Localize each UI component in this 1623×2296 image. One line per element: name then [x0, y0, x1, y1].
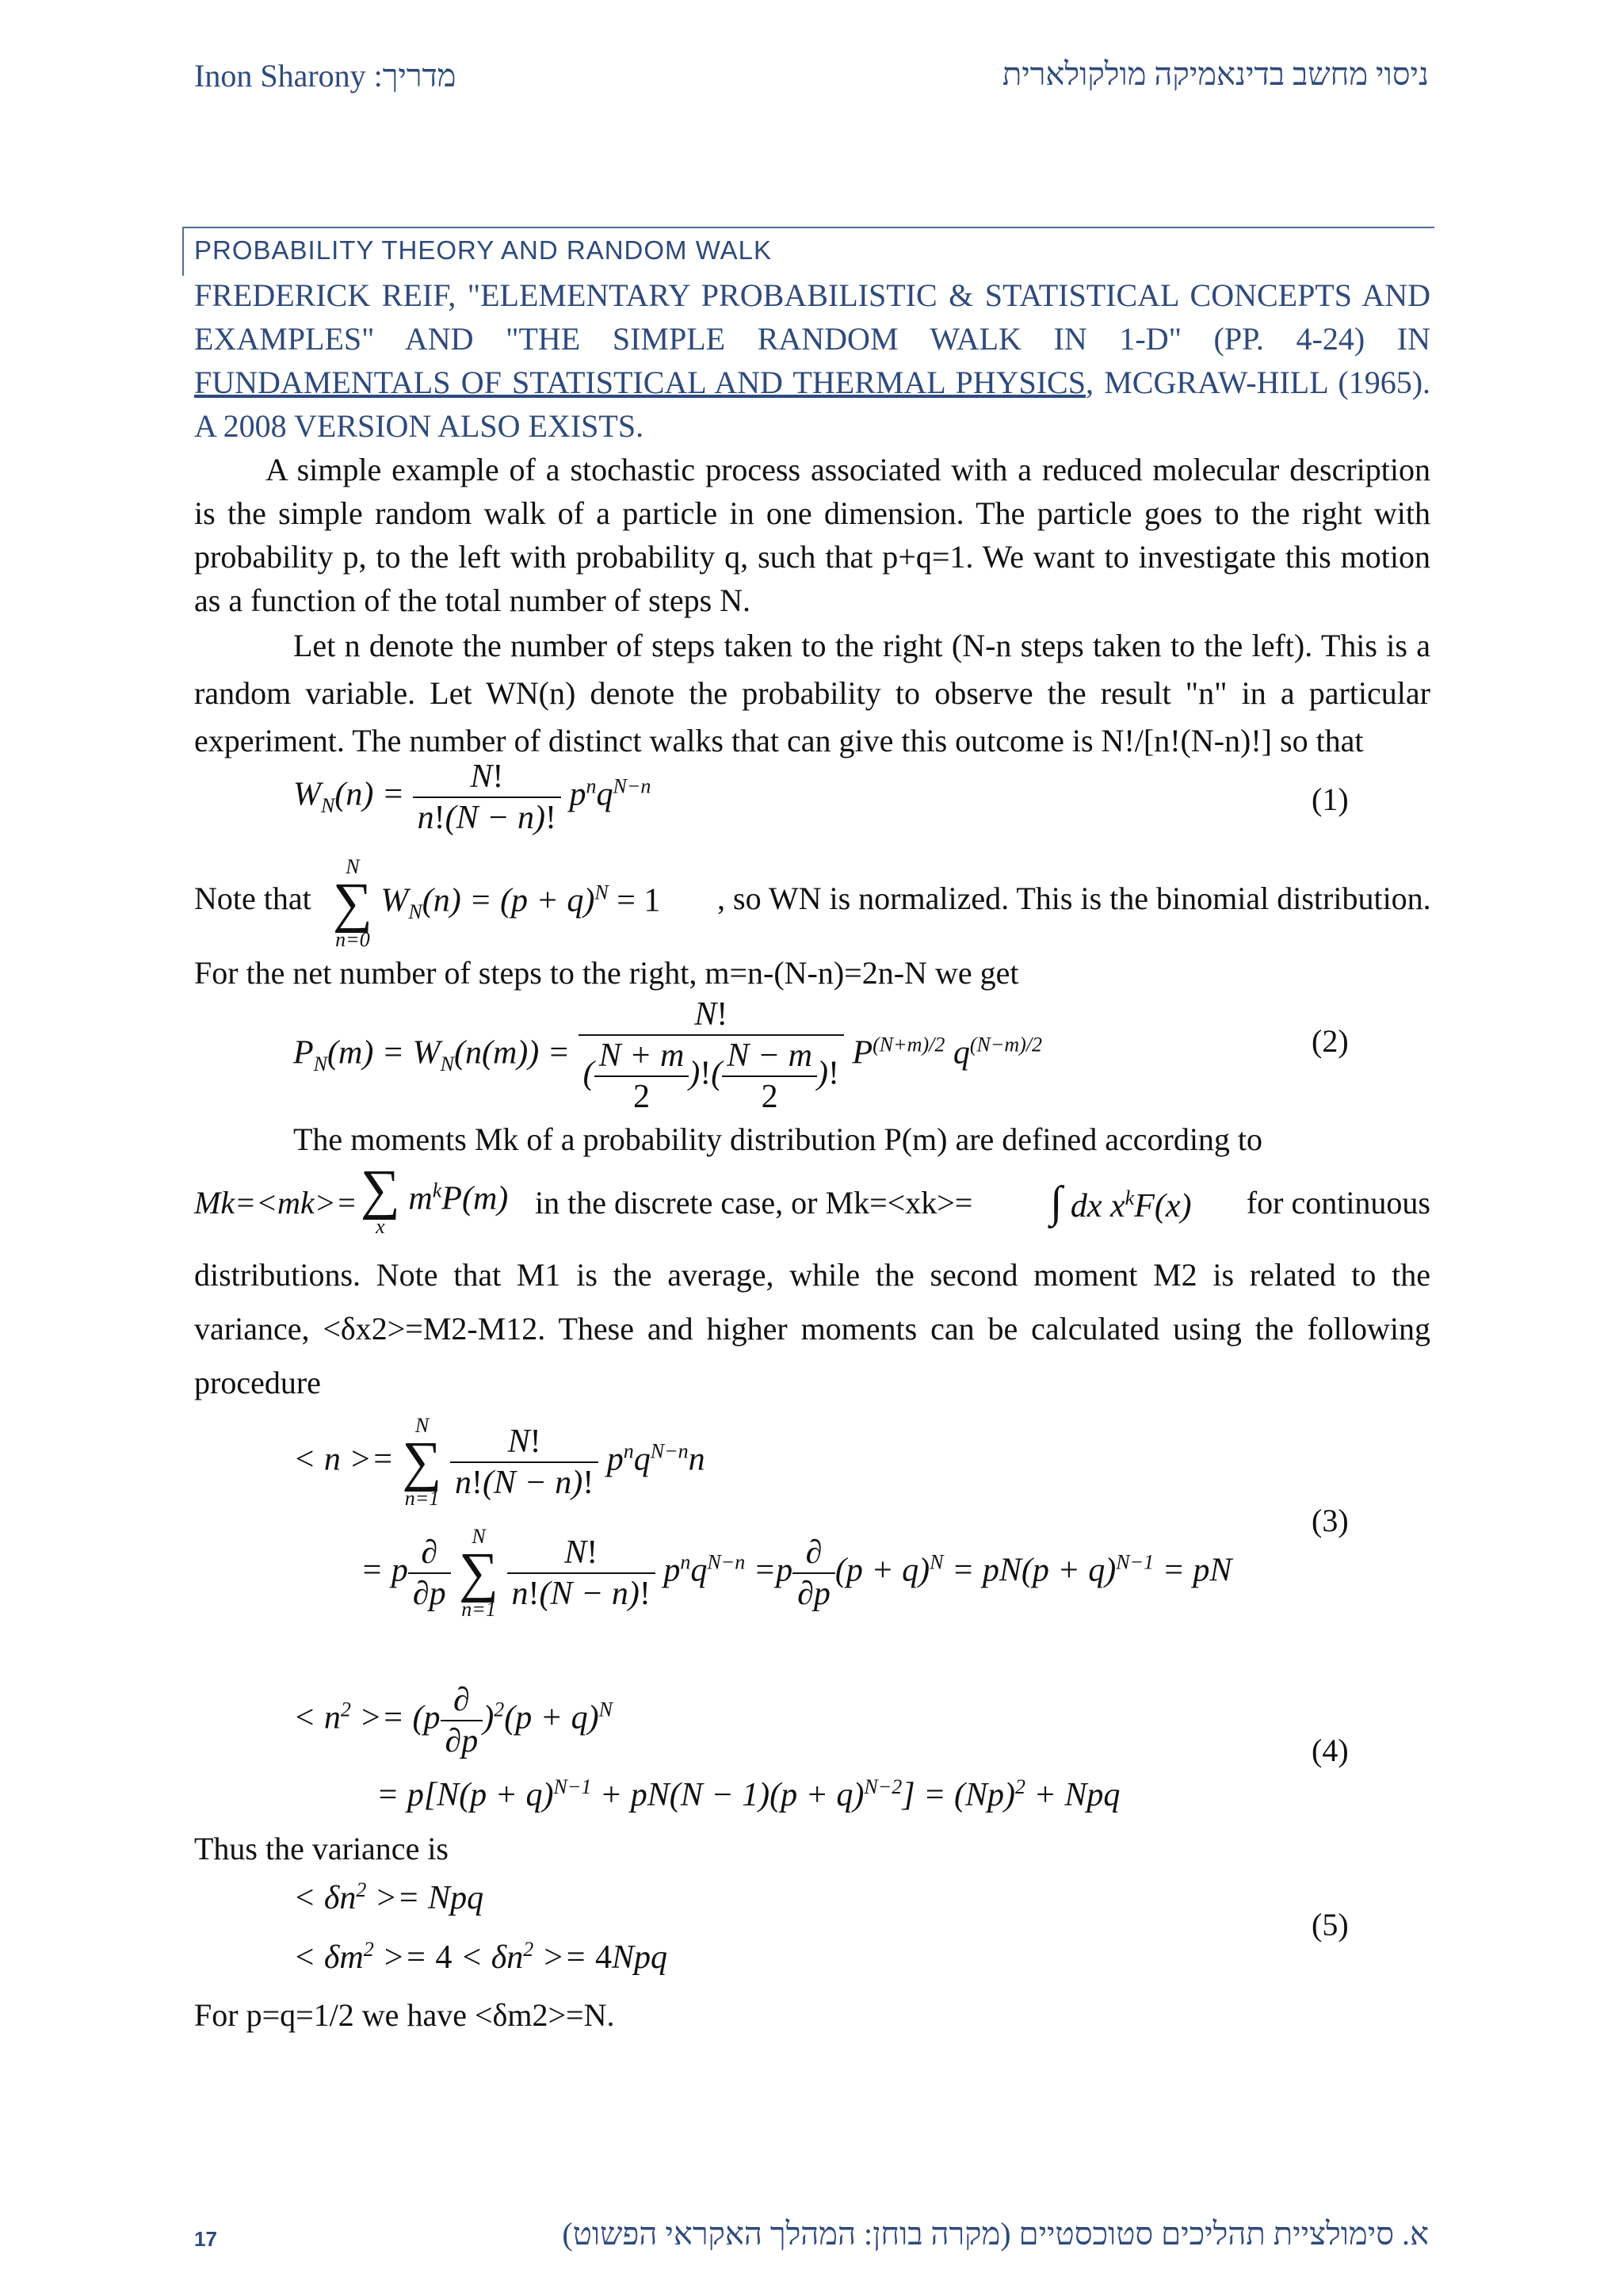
reference-citation [194, 273, 1430, 448]
paragraph-variance-procedure: distributions. Note that M1 is the average, while the second moment M2 is related to the variance, <δx2>=M2-M12. These and higher moments can be calculated using the following procedure [194, 1257, 1430, 1400]
header-instructor: Inon Sharony :מדריך [194, 58, 456, 94]
continuous-moment-integral: ∫ dx $x^kF(x)$ [1050, 1178, 1192, 1227]
moments-definition-line [194, 1159, 1430, 1244]
paragraph-moments: The moments Mk of a probability distribution P(m) are defined according to [293, 1121, 1263, 1157]
moments-lhs: Mk=<mk>= [194, 1185, 357, 1221]
equation-3-line-2: = p $\frac{\partial}{\partial p}$ N ∑ n=1 $\frac{N!}{n!(N - n)!}$ $p^nq^{N-n} =p$ $\frac{\partial}{\partial p}$ $(p + q)^N = pN(p + q)^{N-1}$ = pN [361, 1525, 1232, 1621]
equation-2: $P_N(m) = W_N(n(m))$ = N! ( $\frac{N + m}{2}$ )!( $\frac{N - m}{2}$ )! $P^{(N+m)/2}$ $q^{(N-m)/2}$ [293, 996, 1043, 1115]
equation-4-line-2: = $p[N(p + q)^{N-1} + pN(N - 1)(p + q)^{N-2}] = (Np)^2$ + Npq [376, 1775, 1121, 1813]
equation-4-line-1: < $n^2 >= (p$ $\frac{\partial}{\partial p}$ )$^2(p + q)^N$ [293, 1682, 613, 1759]
normalization-line [194, 855, 1431, 951]
paragraph-thus-variance: Thus the variance is [194, 1831, 449, 1866]
paragraph-special-case: For p=q=1/2 we have <δm2>=N. [194, 1997, 615, 2033]
discrete-moment-sum: ∑ x $m^kP(m)$ [361, 1159, 509, 1238]
moments-mid-text: in the discrete case, or Mk=<xk>= [535, 1185, 973, 1221]
equation-1: $W_N(n)$ = $\frac{N!}{n!(N - n)!}$ $p^nq^{N-n}$ [293, 758, 651, 836]
paragraph-intro: A simple example of a stochastic process associated with a reduced molecular description is the simple random walk of a particle in one dimension. The particle goes to the right with probability p, to the left with probability q, such that p+q=1. We want to investigate this motion as a function of the total number of steps N. [194, 452, 1430, 618]
equation-number-4: (4) [1312, 1733, 1349, 1768]
equation-5-line-1: < $\delta n^2$ >= Npq [293, 1878, 484, 1916]
equation-5-line-2: < $\delta m^2 >= 4 < \delta n^2 >= 4Npq$ [293, 1938, 667, 1976]
normalized-text: , so WN is normalized. This is the binomial distribution. [717, 881, 1431, 916]
equation-number-3: (3) [1312, 1503, 1349, 1538]
normalization-equation: N ∑ n=0 $W_N(n) = (p + q)^N = 1$ [333, 855, 661, 951]
page-number: 17 [194, 2227, 217, 2251]
equation-number-1: (1) [1312, 781, 1349, 817]
footer-chapter-title: א. סימולציית תהליכים סטוכסטיים (מקרה בוחן: המהלך האקראי הפשוט) [562, 2216, 1429, 2252]
header-course-title: ניסוי מחשב בדינאמיקה מולקולארית [1002, 56, 1429, 92]
equation-number-5: (5) [1312, 1907, 1349, 1943]
reference-text-2: , MCGRAW-HILL (1965). A 2008 VERSION ALSO EXISTS. [194, 365, 1431, 444]
equation-number-2: (2) [1312, 1023, 1349, 1059]
reference-book-title: FUNDAMENTALS OF STATISTICAL AND THERMAL PHYSICS [194, 365, 1086, 400]
moments-end-text: for continuous [1246, 1185, 1430, 1221]
section-title: PROBABILITY THEORY AND RANDOM WALK [194, 235, 773, 265]
reference-text-1: FREDERICK REIF, "ELEMENTARY PROBABILISTIC & STATISTICAL CONCEPTS AND EXAMPLES" AND "THE SIMPLE RANDOM WALK IN 1-D" (PP. 4-24) IN [194, 277, 1430, 357]
paragraph-binomial: Let n denote the number of steps taken to the right (N-n steps taken to the left). This is a random variable. Let WN(n) denote the probability to observe the result "n" in a particular experiment. The number of distinct walks that can give this outcome is N!/[n!(N-n)!] so that [194, 628, 1430, 758]
note-that-text: Note that [194, 881, 311, 916]
paragraph-net-steps: For the net number of steps to the right, m=n-(N-n)=2n-N we get [194, 955, 1019, 991]
equation-3-line-1: < n >= N ∑ n=1 $\frac{N!}{n!(N - n)!}$ $p^nq^{N-n}n$ [293, 1414, 705, 1510]
